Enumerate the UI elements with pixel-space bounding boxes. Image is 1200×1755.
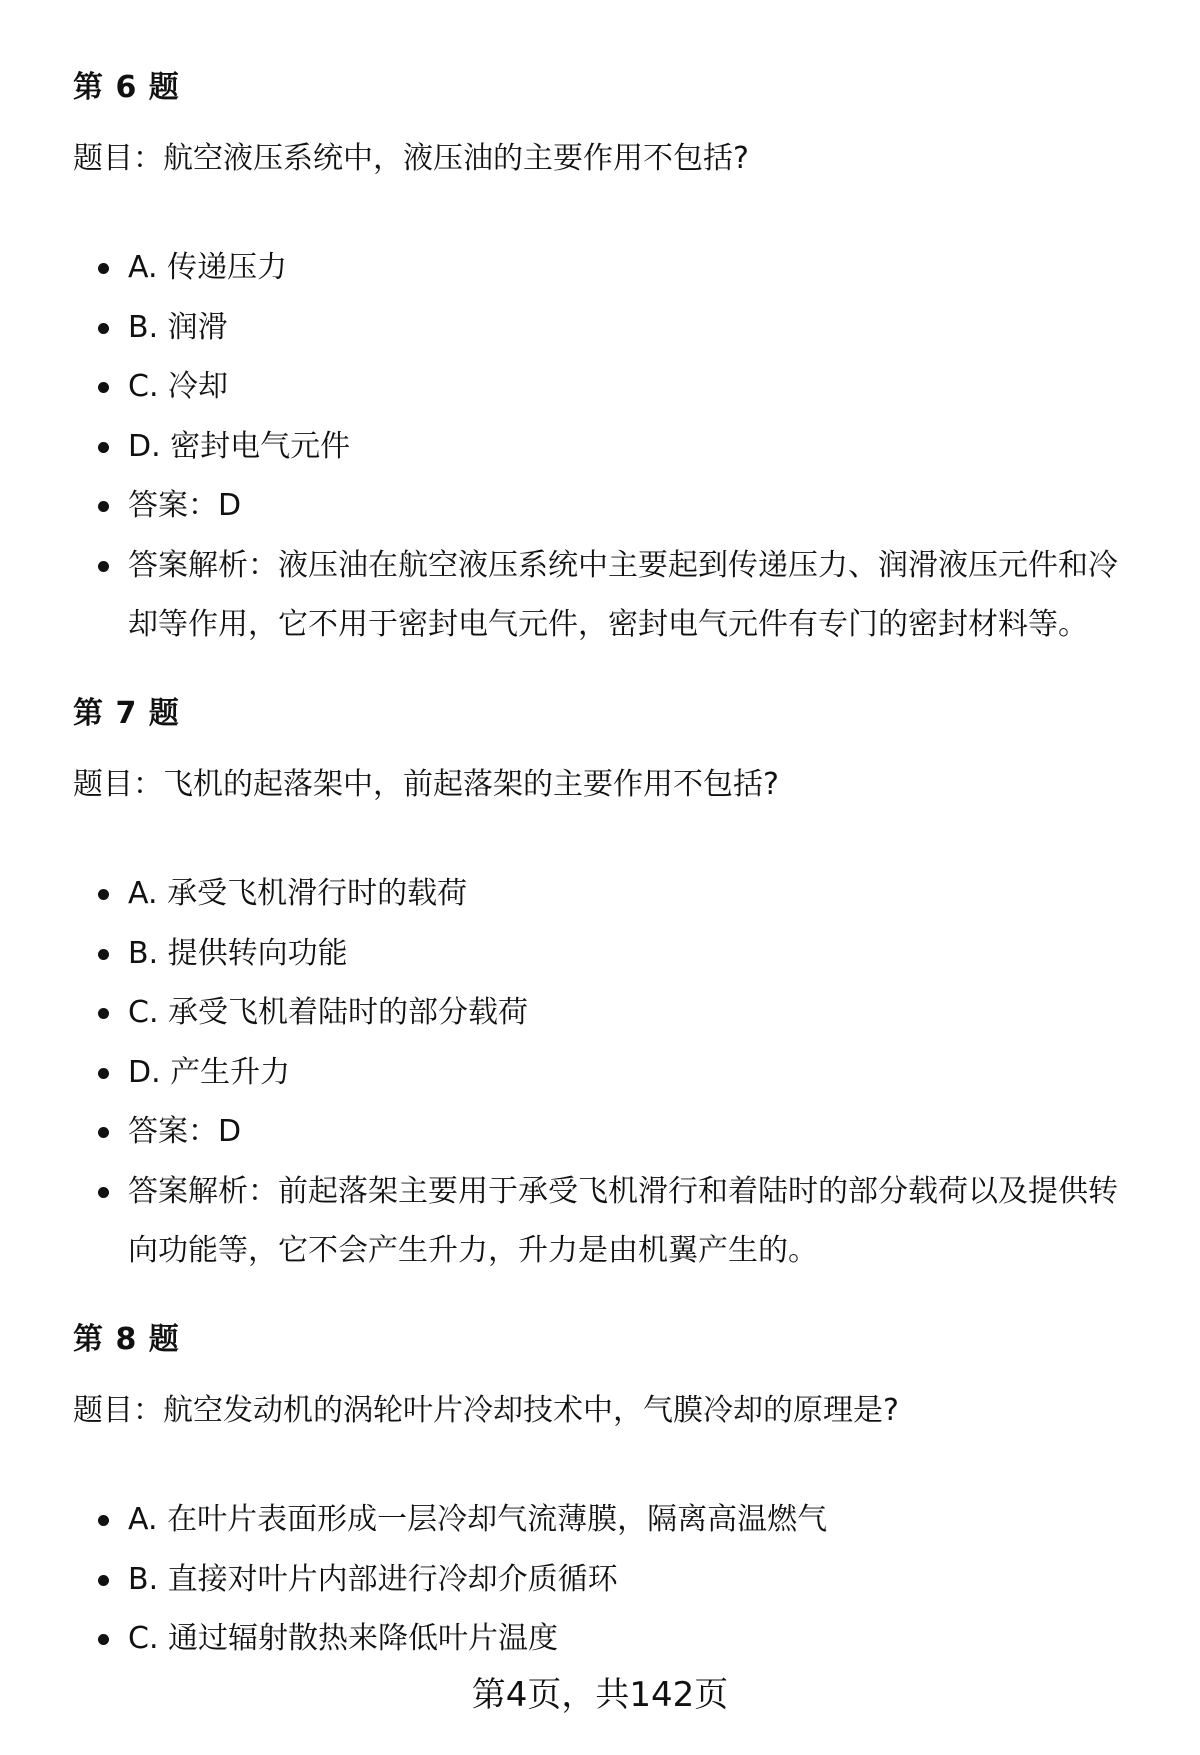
page-number: 第4页，共142页 — [471, 1675, 729, 1715]
option-text: C. 承受飞机着陆时的部分载荷 — [128, 995, 529, 1030]
option-text: C. 冷却 — [128, 369, 229, 404]
question-heading: 第 7 题 — [73, 696, 180, 731]
option-text: C. 通过辐射散热来降低叶片温度 — [128, 1621, 559, 1656]
option-item — [0, 983, 1200, 1043]
option-list — [0, 1490, 1200, 1669]
option-list — [0, 864, 1200, 1281]
option-list — [0, 238, 1200, 655]
bullet-icon — [98, 1634, 109, 1645]
question-heading: 第 8 题 — [73, 1322, 180, 1357]
option-item — [0, 1550, 1200, 1610]
option-item — [0, 1609, 1200, 1669]
explanation-item — [0, 1162, 1200, 1281]
bullet-icon — [98, 501, 109, 512]
explanation-item — [0, 536, 1200, 655]
bullet-icon — [98, 1008, 109, 1019]
answer-item — [0, 476, 1200, 536]
option-item — [0, 357, 1200, 417]
bullet-icon — [98, 323, 109, 334]
question-heading: 第 6 题 — [73, 70, 180, 105]
option-item — [0, 238, 1200, 298]
answer-text: 答案：D — [128, 1114, 242, 1149]
bullet-icon — [98, 1068, 109, 1079]
bullet-icon — [98, 1187, 109, 1198]
bullet-icon — [98, 263, 109, 274]
bullet-icon — [98, 382, 109, 393]
option-text: A. 承受飞机滑行时的载荷 — [128, 876, 468, 911]
option-item — [0, 298, 1200, 358]
bullet-icon — [98, 1575, 109, 1586]
option-item — [0, 1490, 1200, 1550]
option-text: D. 密封电气元件 — [128, 428, 351, 464]
bullet-icon — [98, 949, 109, 960]
answer-text: 答案：D — [128, 488, 242, 523]
question-stem: 题目：飞机的起落架中，前起落架的主要作用不包括? — [73, 767, 779, 802]
bullet-icon — [98, 1515, 109, 1526]
explanation-text: 答案解析：前起落架主要用于承受飞机滑行和着陆时的部分载荷以及提供转向功能等，它不会产生升力，升力是由机翼产生的。 — [128, 1173, 1118, 1268]
bullet-icon — [98, 561, 109, 572]
option-text: B. 提供转向功能 — [128, 935, 348, 971]
answer-item — [0, 1102, 1200, 1162]
bullet-icon — [98, 889, 109, 900]
bullet-icon — [98, 442, 109, 453]
bullet-icon — [98, 1127, 109, 1138]
option-text: A. 传递压力 — [128, 250, 288, 285]
question-stem: 题目：航空发动机的涡轮叶片冷却技术中，气膜冷却的原理是? — [73, 1393, 899, 1428]
option-text: D. 产生升力 — [128, 1054, 291, 1090]
question-stem: 题目：航空液压系统中，液压油的主要作用不包括? — [73, 141, 749, 176]
option-text: A. 在叶片表面形成一层冷却气流薄膜，隔离高温燃气 — [128, 1502, 828, 1537]
option-text: B. 润滑 — [128, 309, 228, 345]
option-item — [0, 864, 1200, 924]
option-item — [0, 924, 1200, 984]
explanation-text: 答案解析：液压油在航空液压系统中主要起到传递压力、润滑液压元件和冷却等作用，它不用于密封电气元件，密封电气元件有专门的密封材料等。 — [128, 547, 1118, 642]
option-item — [0, 417, 1200, 477]
option-text: B. 直接对叶片内部进行冷却介质循环 — [128, 1561, 618, 1597]
option-item — [0, 1043, 1200, 1103]
